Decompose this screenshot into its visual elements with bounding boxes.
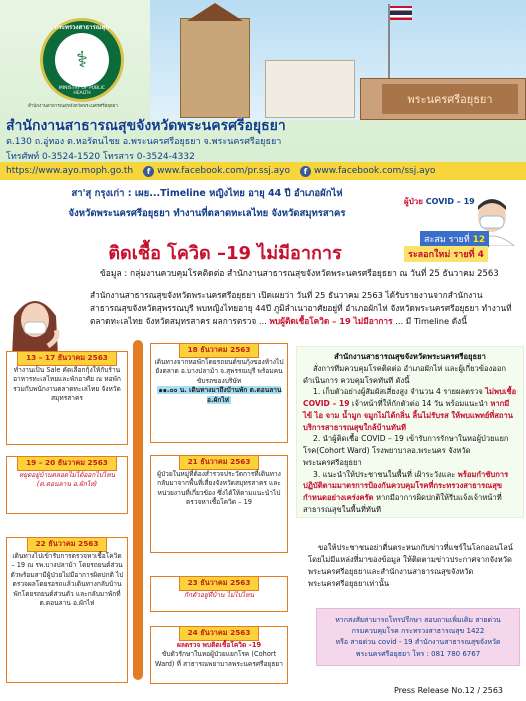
cumulative-case-badge — [420, 231, 489, 247]
building-sign: พระนครศรีอยุธยา — [382, 84, 518, 114]
measures-intro: สั่งการทีมควบคุมโรคติดต่อ อำเภอผักไห่ และผู้เกี่ยวข้องออกดำเนินการ ควบคุมโรคทันที ดังนี้ — [303, 363, 506, 385]
office-address: ต.130 ถ.อู่ทอง ต.หอรัตนไชย อ.พระนครศรีอยุธยา จ.พระนครศรีอยุธยา — [6, 137, 282, 147]
measure-3-red: พร้อมกำชับการปฏิบัติตามมาตรการป้องกันควบคุมโรคที่กระทรวงสาธารณสุขกำหนดอย่างเคร่งครัด — [303, 469, 509, 503]
measure-1-red-2: หากมีไข้ ไอ จาม น้ำมูก จมูกไม่ได้กลิ่น ลิ้นไม่รับรส ให้พบแพทย์ที่สถานบริการสาธารณสุขใกล้บ้านทันที — [303, 399, 513, 432]
measure-2: 2. นำผู้ติดเชื้อ COVID – 19 เข้ารับการรักษาในหอผู้ป่วยแยกโรค(Cohort Ward) โรงพยาบาลอ.พระนคร จังหวัดพระนครศรีอยุธยา — [303, 434, 509, 467]
timeline-text: หยุดอยู่บ้านตลอดไม่ได้ออกไปไหน (ต.ดอนลาน อ.ผักไห่) — [18, 470, 116, 489]
logo-bottom-text: MINISTRY OF PUBLIC HEALTH — [58, 86, 106, 96]
timeline-date: 18 ธันวาคม 2563 — [179, 343, 260, 358]
badge-title-prefix: ผู้ป่วย — [404, 197, 423, 206]
header-banner — [0, 0, 526, 180]
social-bar — [0, 162, 526, 180]
new-wave-number: 4 — [477, 250, 484, 260]
measure-3 — [303, 469, 517, 516]
timeline-date: 22 ธันวาคม 2563 — [27, 537, 108, 552]
badge-title-suffix: COVID – 19 — [425, 197, 475, 206]
ministry-small-text: สำนักงานสาธารณสุขจังหวัดพระนครศรีอยุธยา — [28, 104, 118, 109]
case-number: 12 — [472, 235, 486, 245]
timeline-text-red: ผลตรวจ พบติดเชื้อโควิด –19 — [176, 640, 262, 649]
timeline-text: ผู้ป่วยในหมู่ที่ต้องสำรวจประวัตการที่เดินทางกลับมาจากพื้นที่เสี่ยงจังหวัดสมุทรสาคร และหน่วยงานที่เกี่ยวข้อง ซึ่งได้ให้ตามแนะนำไปตรวจหาเชื้อโควิด – 19 — [157, 469, 281, 507]
timeline-highlight: ๑๑.๐๐ น. เดินทางมาถึงบ้านพัก ต.ดอนลาน อ.ผักไห่ — [158, 386, 282, 404]
contact-line-1: หากสงสัยสามารถโทรปรึกษา สอบถามเพิ่มเติม สายด่วน — [335, 616, 501, 624]
measure-3-text-b: หากมีอาการผิดปกติให้รีบแจ้งเจ้าหน้าที่สาธารณสุขในพื้นที่ทันที — [303, 493, 502, 514]
body-part-2: ... มี Timeline ดังนี้ — [395, 315, 467, 326]
measures-title: สำนักงานสาธารณสุขจังหวัดพระนครศรีอยุธยา — [334, 352, 486, 361]
measure-1-text-a: 1. เก็บตัวอย่างผู้สัมผัสเสี่ยงสูง จำนวน 4 รายผลตรวจ — [313, 387, 483, 397]
timeline-text: เดินทางจากหอพักโดยรถยนต์ขนกุ้งของห้างไปยังตลาด อ.บางปลาม้า จ.สุพรรณบุรี พร้อมคนขับรถของบริษัท — [154, 357, 284, 385]
timeline-item-7 — [150, 626, 288, 684]
timeline-item-2 — [150, 343, 288, 443]
logo-top-text: กระทรวงสาธารณสุข — [54, 24, 110, 31]
thai-flag-icon — [390, 6, 412, 20]
contact-line-3: หรือ สายด่วน covid - 19 สำนักงานสาธารณสุขจังหวัด — [335, 638, 501, 647]
contact-line-4: พระนครศรีอยุธยา โทร : 081 780 6767 — [355, 649, 481, 658]
source-line: ข้อมูล : กลุ่มงานควบคุมโรคติดต่อ สำนักงานสาธารณสุขจังหวัดพระนครศรีอยุธยา ณ วันที่ 25 ธันวาคม 2563 — [100, 269, 499, 279]
office-name: สำนักงานสาธารณสุขจังหวัดพระนครศรีอยุธยา — [6, 118, 286, 134]
contact-line-2: กรมควบคุมโรค กระทรวงสาธารณสุข 1422 — [351, 627, 485, 636]
logo-emblem-icon: ⚕ — [55, 33, 109, 87]
facebook-icon: f — [300, 166, 311, 177]
office-phone: โทรศัพท์ 0-3524-1520 โทรสาร 0-3524-4332 — [6, 152, 195, 162]
headline-line-1: สา'สุ กรุงเก่า : เผย...Timeline หญิงไทย อายุ 44 ปี อำเภอผักไห่ — [71, 188, 343, 199]
timeline-date: 19 – 20 ธันวาคม 2563 — [17, 456, 117, 471]
timeline-spine — [133, 340, 143, 680]
building-image — [180, 18, 250, 118]
facebook-icon: f — [143, 166, 154, 177]
closing-paragraph: ขอให้ประชาชนอย่าตื่นตระหนกกับข่าวที่แชร์ในโลกออนไลน์ โดยไม่มีแหล่งที่มาของข้อมูล ให้ติดตามข่าวประกาศจากจังหวัดพระนครศรีอยุธยาและสำนักงานสาธารณสุขจังหวัดพระนครศรีอยุธยาเท่านั้น — [308, 543, 513, 589]
timeline-date: 13 – 17 ธันวาคม 2563 — [17, 351, 117, 366]
timeline-text: กักตัวอยู่ที่บ้าน ไม่ไปไหน — [184, 590, 254, 599]
press-release-number: Press Release No.12 / 2563 — [394, 686, 503, 695]
timeline-item-6 — [150, 576, 288, 612]
contact-box — [316, 608, 520, 666]
website-link[interactable]: https://www.ayo.moph.go.th — [6, 166, 134, 176]
timeline-item-3 — [6, 456, 128, 514]
facebook-ssj-link[interactable]: www.facebook.com/ssj.ayo — [314, 166, 436, 176]
facebook-pr-link[interactable]: www.facebook.com/pr.ssj.ayo — [157, 166, 291, 176]
timeline-item-4 — [150, 455, 288, 553]
timeline-text: ขับตัวรักษาในหอผู้ป่วยแยกโรค (Cohort Ward) ที่ สาธารณพยาบาลพระนครศรีอยุธยา — [154, 650, 283, 668]
body-part-1: สำนักงานสาธารณสุขจังหวัดพระนครศรีอยุธยา เปิดเผยว่า วันที่ 25 ธันวาคม 2563 ได้รับรายงานจากสำนักงานสาธารณสุขจังหวัดสุพรรณบุรี พบหญิงไทยอายุ 44ปี ภูมิลำเนาอาศัยอยู่ที่ อำเภอผักไห่ จังหวัดพระนครศรีอยุธยา ทำงานที่ตลาดทะเลไทย จังหวัดสมุทรสาคร ผลการตรวจ ... — [90, 290, 512, 326]
timeline-text: เดินทางไปเข้ารับการตรวจหาเชื้อโควิด – 19 ณ รพ.บางปลาม้า โดยรถยนต์ส่วนตัวพร้อมสามีผู้ป่วยไม่มีอาการผิดปกติ ไปตรวจผลโดยรอรถแล้วเดินทางกลับบ้านพักโดยรถยนต์ส่วนตัว และกลับมาพักที่ ต.ดอนลาน อ.ผักไห่ — [10, 551, 124, 608]
case-label: สะสม รายที่ — [424, 235, 470, 245]
timeline-item-5 — [6, 537, 128, 683]
timeline-text: ทำงานเป็น Sale คัดเลือกกุ้งให้กับร้านอาหารทะเลไทยและพักอาศัย ณ หอพักรวมกับพนักงานตลาดทะเลไทย จังหวัดสมุทรสาคร — [13, 365, 121, 403]
measure-3-text-a: 3. แนะนำให้ประชาชนในพื้นที่ เฝ้าระวังและ — [313, 469, 456, 479]
body-paragraph — [90, 289, 522, 328]
new-wave-label: ระลอกใหม่ รายที่ — [408, 250, 475, 260]
body-red-highlight: พบผู้ติดเชื้อโควิด – 19 ไม่มีอาการ — [269, 315, 393, 326]
measure-1-red: ไม่พบเชื้อ COVID – 19 — [303, 387, 517, 409]
headline-line-2: จังหวัดพระนครศรีอยุธยา ทำงานที่ตลาดทะเลไทย จังหวัดสมุทรสาคร — [68, 208, 346, 219]
main-headline: ติดเชื้อ โควิด –19 ไม่มีอาการ — [108, 243, 342, 264]
headline-box — [12, 186, 402, 238]
measure-1 — [303, 386, 517, 433]
new-wave-case-badge — [404, 246, 488, 262]
measures-card — [296, 346, 524, 518]
timeline-date: 23 ธันวาคม 2563 — [179, 576, 260, 591]
timeline-date: 24 ธันวาคม 2563 — [179, 626, 260, 641]
timeline-date: 21 ธันวาคม 2563 — [179, 455, 260, 470]
office-building-image — [265, 60, 355, 118]
measure-1-text-b: เจ้าหน้าที่ให้กักตัวต่อ 14 วัน พร้อมแนะนำ — [351, 399, 488, 409]
timeline-item-1 — [6, 351, 128, 445]
